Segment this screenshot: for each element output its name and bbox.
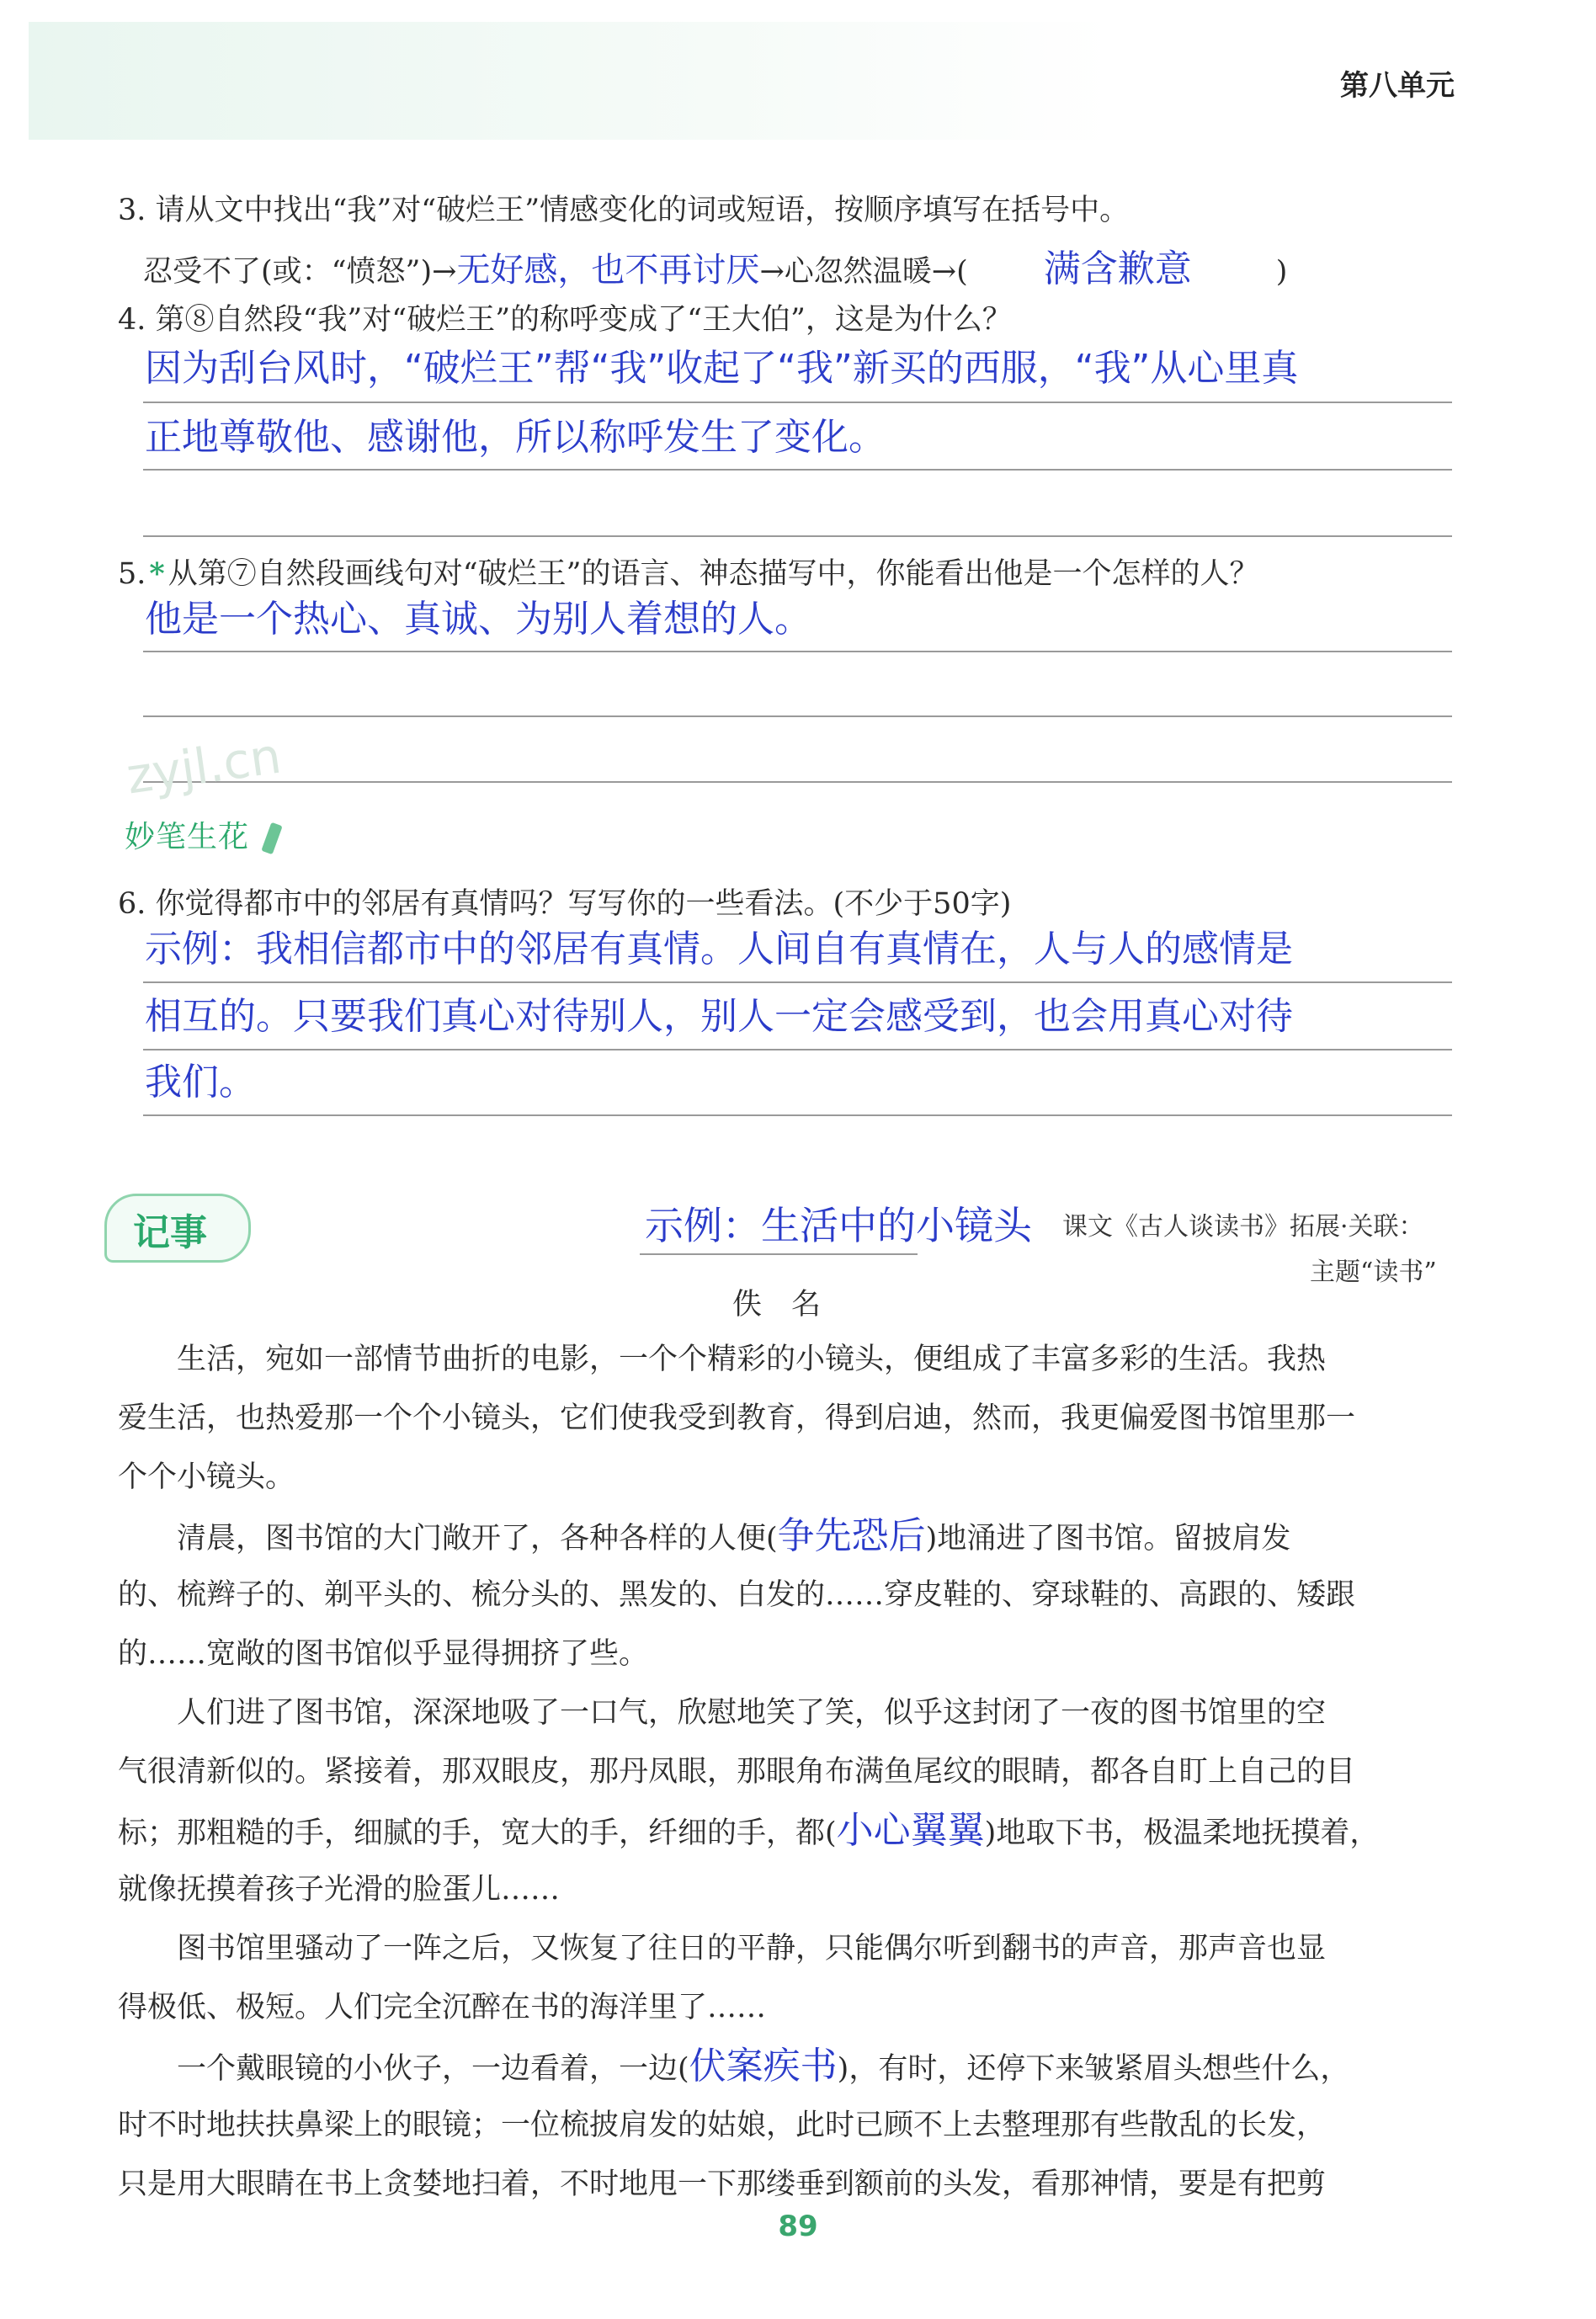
- article-p3-l3: 标；那粗糙的手，细腻的手，宽大的手，纤细的手，都(小心翼翼)地取下书，极温柔地抚摸着，: [118, 1809, 1380, 1852]
- article-p2-l2: 的、梳辫子的、剃平头的、梳分头的、黑发的、白发的……穿皮鞋的、穿球鞋的、高跟的、矮跟: [118, 1578, 1356, 1612]
- article-p3-l1: 人们进了图书馆，深深地吸了一口气，欣慰地笑了笑，似乎这封闭了一夜的图书馆里的空: [177, 1696, 1327, 1730]
- fill-answer-2: 小心翼翼: [836, 1809, 985, 1852]
- text-link-line-1: 课文《古人谈读书》拓展·关联：: [1062, 1212, 1424, 1242]
- watermark: zyjl.cn: [123, 726, 285, 806]
- answer-line: [143, 1114, 1452, 1116]
- fill-answer-3: 伏案疾书: [689, 2045, 838, 2088]
- answer-line: [143, 535, 1452, 537]
- answer-line: [143, 651, 1452, 652]
- answer-6-line-2: 相互的。只要我们真心对待别人，别人一定会感受到，也会用真心对待: [145, 995, 1293, 1038]
- page-number: 89: [778, 2210, 818, 2243]
- article-p1-l1: 生活，宛如一部情节曲折的电影，一个个精彩的小镜头，便组成了丰富多彩的生活。我热: [177, 1343, 1327, 1376]
- chain-start: 忍受不了(或：“愤怒”)→: [143, 255, 457, 289]
- article-p1-l2: 爱生活，也热爱那一个个小镜头，它们使我受到教育，得到启迪，然而，我更偏爱图书馆里那一: [118, 1402, 1356, 1435]
- article-p5-l1: 一个戴眼镜的小伙子，一边看着，一边(伏案疾书)，有时，还停下来皱紧眉头想些什么，: [177, 2045, 1350, 2088]
- article-p4-l1: 图书馆里骚动了一阵之后，又恢复了往日的平静，只能偶尔听到翻书的声音，那声音也显: [177, 1932, 1327, 1965]
- article-p5-l2: 时不时地扶扶鼻梁上的眼镜；一位梳披肩发的姑娘，此时已顾不上去整理那有些散乱的长发，: [118, 2109, 1327, 2142]
- answer-5: 他是一个热心、真诚、为别人着想的人。: [145, 598, 811, 641]
- answer-line: [143, 469, 1452, 471]
- answer-line: [143, 715, 1452, 717]
- chain-mid: →心忽然温暖→(: [759, 255, 968, 289]
- article-p2-l3: 的……宽敞的图书馆似乎显得拥挤了些。: [118, 1637, 649, 1671]
- text-link-line-2: 主题“读书”: [1310, 1258, 1437, 1287]
- section-title: 妙笔生花: [125, 813, 278, 856]
- answer-4-line-1: 因为刮台风时，“破烂王”帮“我”收起了“我”新买的西服，“我”从心里真: [145, 347, 1299, 390]
- star-icon: *: [149, 556, 165, 591]
- answer-6-line-3: 我们。: [145, 1061, 256, 1104]
- jishi-label: 记事: [133, 1211, 207, 1254]
- fill-answer-1: 争先恐后: [777, 1514, 926, 1557]
- brush-icon: [262, 822, 283, 855]
- author: 佚 名: [732, 1288, 822, 1322]
- chain-end: ): [1275, 255, 1288, 289]
- question-3-chain: [143, 249, 1287, 292]
- answer-3a: 无好感，也不再讨厌: [456, 251, 760, 290]
- answer-line: [143, 981, 1452, 983]
- question-6: 6. 你觉得都市中的邻居有真情吗？写写你的一些看法。(不少于50字): [118, 887, 1012, 921]
- article-p5-l3: 只是用大眼睛在书上贪婪地扫着，不时地甩一下那缕垂到额前的头发，看那神情，要是有把剪: [118, 2167, 1327, 2201]
- article-p3-l2: 气很清新似的。紧接着，那双眼皮，那丹凤眼，那眼角布满鱼尾纹的眼睛，都各自盯上自己的目: [118, 1755, 1356, 1789]
- answer-line: [143, 1049, 1452, 1050]
- question-5-text: 从第⑦自然段画线句对“破烂王”的语言、神态描写中，你能看出他是一个怎样的人？: [168, 557, 1259, 591]
- answer-line: [143, 402, 1452, 403]
- question-3: 3. 请从文中找出“我”对“破烂王”情感变化的词或短语，按顺序填写在括号中。: [118, 194, 1130, 227]
- unit-title: 第八单元: [1340, 69, 1455, 103]
- question-4: 4. 第⑧自然段“我”对“破烂王”的称呼变成了“王大伯”，这是为什么？: [118, 303, 1012, 337]
- article-title-answer: 示例：生活中的小镜头: [645, 1203, 1032, 1248]
- article-p3-l4: 就像抚摸着孩子光滑的脸蛋儿……: [118, 1873, 561, 1907]
- title-underline: [640, 1253, 918, 1255]
- question-5: [118, 554, 1259, 594]
- question-5-number: 5.: [118, 557, 146, 591]
- answer-4-line-2: 正地尊敬他、感谢他，所以称呼发生了变化。: [145, 416, 886, 459]
- answer-6-line-1: 示例：我相信都市中的邻居有真情。人间自有真情在，人与人的感情是: [145, 928, 1293, 971]
- article-p1-l3: 个个小镜头。: [118, 1460, 295, 1494]
- answer-3b: 满含歉意: [1043, 247, 1192, 290]
- article-p2-l1: 清晨，图书馆的大门敞开了，各种各样的人便(争先恐后)地涌进了图书馆。留披肩发: [177, 1514, 1291, 1557]
- article-p4-l2: 得极低、极短。人们完全沉醉在书的海洋里了……: [118, 1991, 767, 2024]
- answer-line: [143, 781, 1452, 783]
